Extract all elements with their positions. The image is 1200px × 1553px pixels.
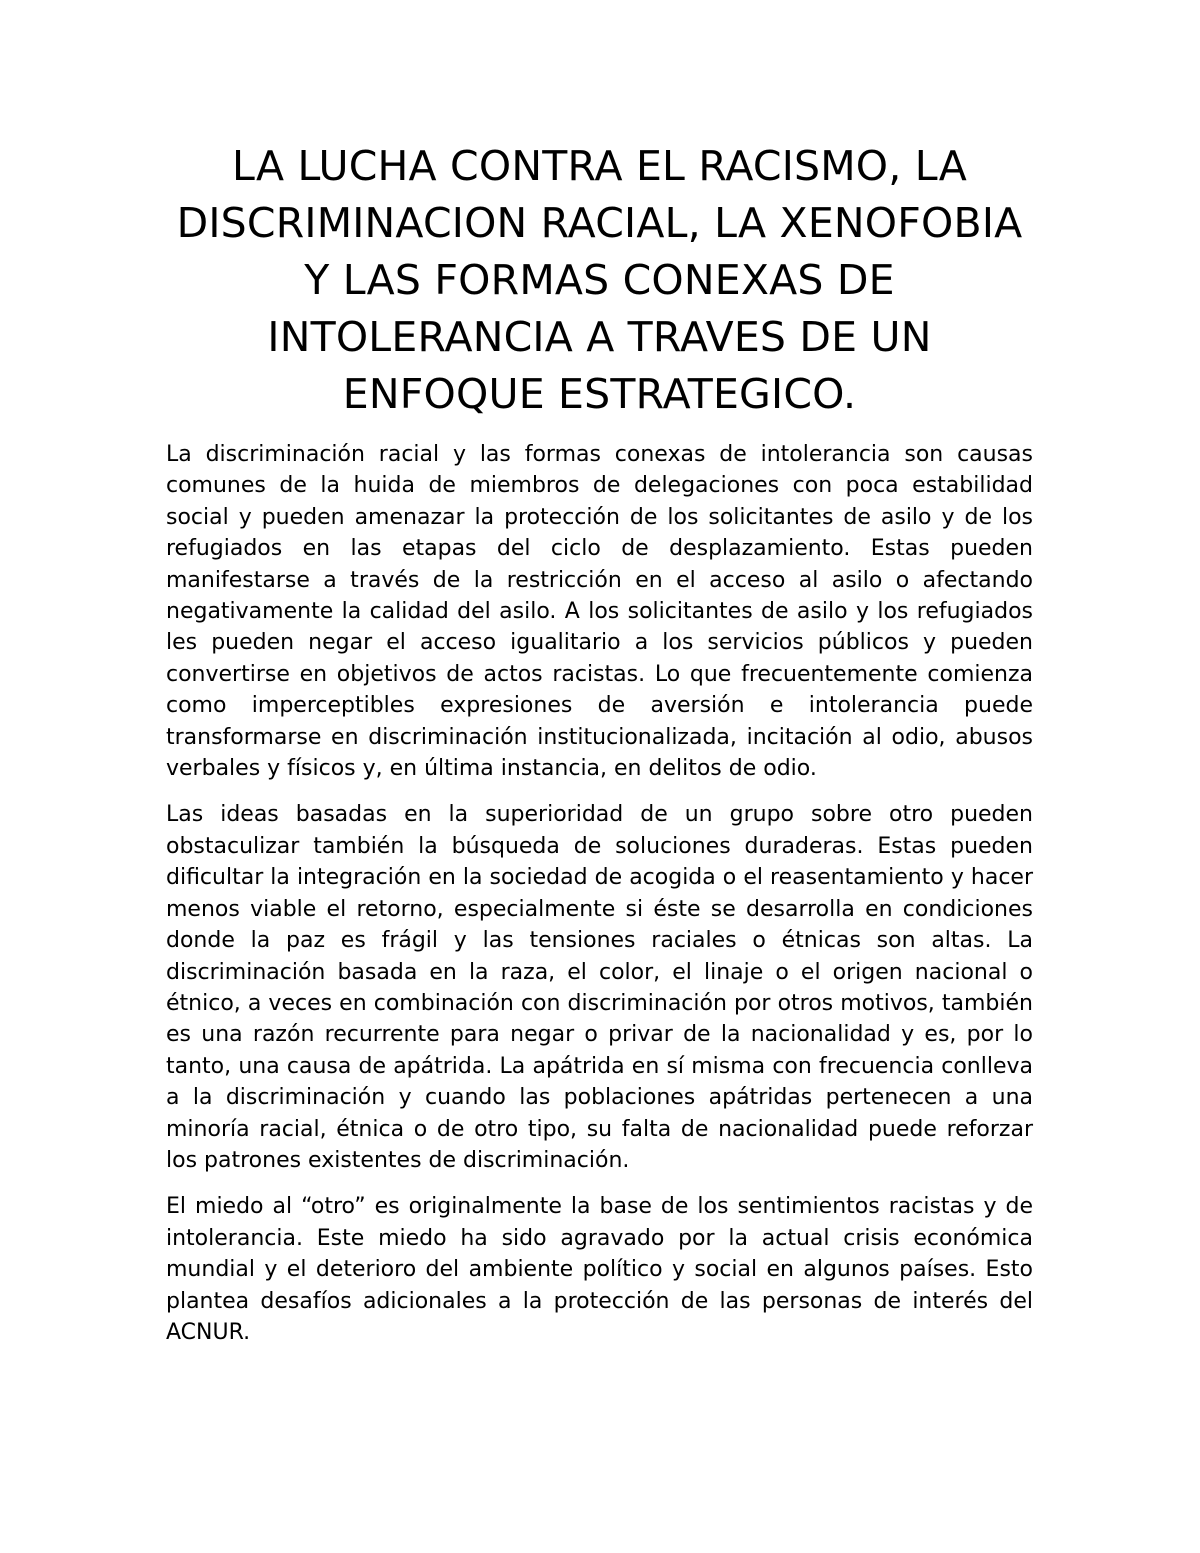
paragraph-2: Las ideas basadas en la superioridad de un grupo sobre otro pueden obstaculizar también la búsqueda de soluciones duraderas. Estas pueden dificultar la integración en la sociedad de acogida o el reasentamiento y hacer menos viable el retorno, especialmente si éste se desarrolla en condiciones donde la paz es frágil y las tensiones raciales o étnicas son altas. La discriminación basada en la raza, el color, el linaje o el origen nacional o étnico, a veces en combinación con discriminación por otros motivos, también es una razón recurrente para negar o privar de la nacionalidad y es, por lo tanto, una causa de apátrida. La apátrida en sí misma con frecuencia conlleva a la discriminación y cuando las poblaciones apátridas pertenecen a una minoría racial, étnica o de otro tipo, su falta de nacionalidad puede reforzar los patrones existentes de discriminación. [166,802,1033,1173]
document-body [166,138,1033,1363]
paragraph-1: La discriminación racial y las formas conexas de intolerancia son causas comunes de la huida de miembros de delegaciones con poca estabilidad social y pueden amenazar la protección de los solicitantes de asilo y de los refugiados en las etapas del ciclo de desplazamiento. Estas pueden manifestarse a través de la restricción en el acceso al asilo o afectando negativamente la calidad del asilo. A los solicitantes de asilo y los refugiados les pueden negar el acceso igualitario a los servicios públicos y pueden convertirse en objetivos de actos racistas. Lo que frecuentemente comienza como imperceptibles expresiones de aversión e intolerancia puede transformarse en discriminación institucionalizada, incitación al odio, abusos verbales y físicos y, en última instancia, en delitos de odio. [166,442,1033,782]
paragraph-3: El miedo al “otro” es originalmente la base de los sentimientos racistas y de intolerancia. Este miedo ha sido agravado por la actual crisis económica mundial y el deterioro del ambiente político y social en algunos países. Esto plantea desafíos adicionales a la protección de las personas de interés del ACNUR. [166,1194,1033,1345]
document-title: LA LUCHA CONTRA EL RACISMO, LA DISCRIMINACION RACIAL, LA XENOFOBIA Y LAS FORMAS CONEXAS DE INTOLERANCIA A TRAVES DE UN ENFOQUE ESTRATEGICO. [176,142,1023,418]
